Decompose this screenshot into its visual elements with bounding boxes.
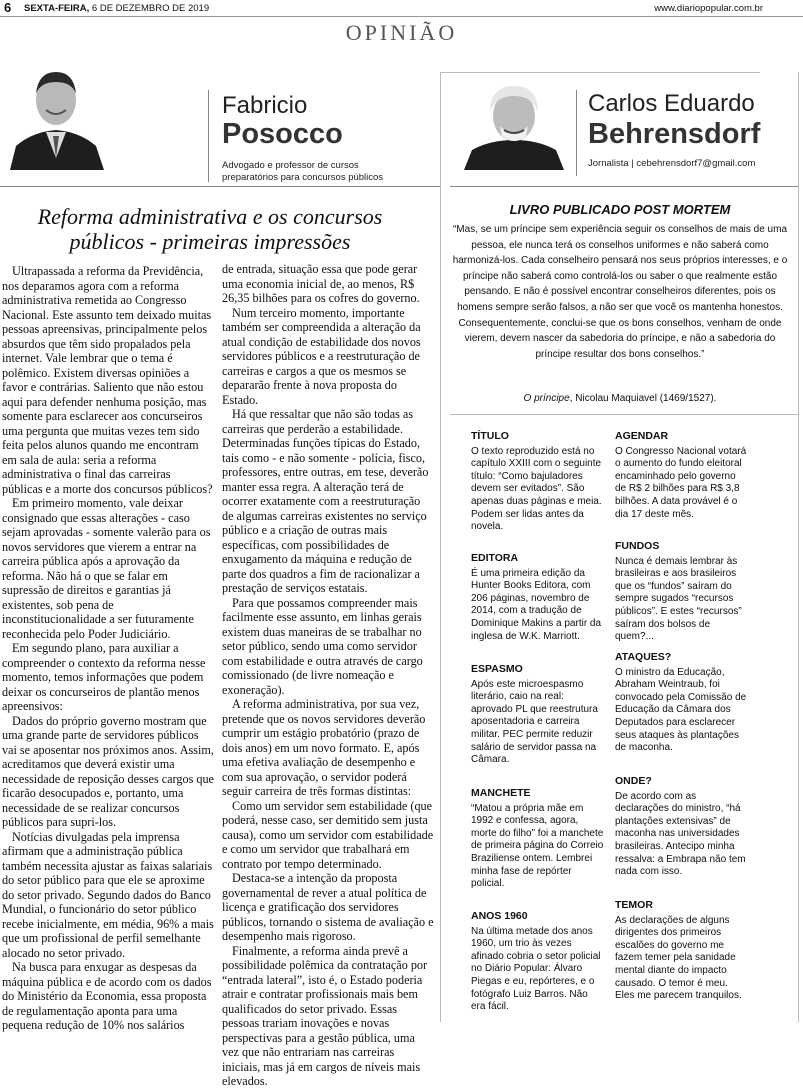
site-url: www.diariopopular.com.br [654,3,763,14]
article-paragraph: A reforma administrativa, por sua vez, pretende que os novos servidores deverão cumprir um estágio probatório (prazo de dois anos) em um novo formato. E, após uma efetiva avaliação de desempenho e com sua aprovação, o servidor poderá seguir carreira de três formas distintas: [222,697,426,798]
author1-divider [208,90,209,182]
note-text: O texto reproduzido está no capítulo XXIII com o seguinte título: “Como bajuladores devem ser evitados”. São apenas duas páginas e meia. Podem ser lidas antes da novela. [471,445,602,533]
article-paragraph: Num terceiro momento, importante também ser compreendida a alteração da atual condição de estabilidade dos novos servidores públicos e a reestruturação de carreiras e cargos a que os mesmos se depararão frente à nova proposta do Estado. [222,305,421,407]
note-heading: TEMOR [615,899,653,911]
author1-last-name: Posocco [222,118,343,150]
box-right-rule [798,72,799,1022]
note-block [471,430,604,534]
author1-role: Advogado e professor de cursos preparatórios para concursos públicos [222,160,384,183]
article-column-1 [2,264,214,1033]
note-block [471,663,604,767]
section-title: OPINIÃO [345,20,458,45]
article-paragraph: Notícias divulgadas pela imprensa afirmam que a administração pública também necessita ajustar as faixas salariais do setor público para que ele se aproxime do setor privado. Segundo dados do Banco Mundial, o funcionário do setor público recebe inicialmente, em média, 96% a mais que um profissional de perfil semelhante alocado no setor privado. [2,829,214,960]
header-rule [0,16,803,17]
quote-text: “Mas, se um príncipe sem experiência seguir os conselhos de mais de uma pessoa, ele nunca terá os conselhos uniformes e não saberá como harmonizá-los. Cada conselheiro pensará nos seus próprios interesses, e o príncipe não saberá como controlá-los ou saber o que realmente estão pensando. E não é possível encontrar conselheiros diferentes, pois os homens sempre serão falsos, a não ser que você os mantenha honestos. Consequentemente, conclui-se que os bons conselhos, venham de onde vierem, devem nascer da sabedoria do príncipe, e não a sabedoria do príncipe resultar dos bons conselhos.” [452,224,788,360]
notes-right [615,430,748,1024]
note-text: É uma primeira edição da Hunter Books Editora, com 206 páginas, novembro de 2014, com a tradução de Dominique Makins a partir da inglesa de W.K. Marriott. [471,567,602,642]
article-paragraph: de entrada, situação essa que pode gerar uma economia inicial de, ao menos, R$ 26,35 bilhões para os cofres do governo. [222,262,420,305]
note-heading: ATAQUES? [615,651,672,663]
author2-role: Jornalista | cebehrensdorf7@gmail.com [588,158,756,169]
note-text: “Matou a própria mãe em 1992 e confessa, agora, morte do filho” foi a manchete de primeira página do Correio Braziliense ontem. Lembrei minha fase de repórter policial. [471,802,604,890]
note-text: Após este microespasmo literário, caio na real: aprovado PL que reestrutura aposentadoria e carreira militar. PEC permite reduzir salário de servidor passa na Câmara. [471,678,598,766]
note-text: Na última metade dos anos 1960, um trio às vezes afinado cobria o setor policial no Diário Popular: Álvaro Piegas e eu, repórteres, e o fotógrafo Luiz Barros. Não era fácil. [471,925,601,1013]
article-paragraph: Dados do próprio governo mostram que uma grande parte de servidores públicos vai se aposentar nos próximos anos. Assim, acreditamos que deverá existir uma necessidade de reposição desses cargos que ficarão desocupados e, portanto, uma necessidade de se realizar concursos públicos para supri-los. [2,713,214,829]
date: 6 DE DEZEMBRO DE 2019 [91,3,210,14]
note-text: O ministro da Educação, Abraham Weintraub, foi convocado pela Comissão de Educação da Câmara dos Deputados para esclarecer seus ataques às plantações de maconha. [615,666,747,754]
note-heading: EDITORA [471,552,519,564]
note-heading: MANCHETE [471,787,531,799]
author2-rule [450,186,798,187]
weekday: SEXTA-FEIRA, [24,3,90,14]
note-block [615,651,748,755]
article-paragraph: Há que ressaltar que não são todas as carreiras que perderão a estabilidade. Determinadas funções típicas do Estado, tais como - e não somente - polícia, fisco, professores, entre outras, em tese, deverão manter essa regra. A alteração terá de ocorrer exatamente com a reestruturação de algumas carreiras existentes no serviço público e a criação de outras mais específicas, com possibilidades de enxugamento da máquina e redução de parte dos quadros a fim de racionalizar a prestação de serviços estatais. [222,407,429,595]
column-divider [440,72,441,1022]
author2-divider [576,90,577,176]
note-block [471,552,604,643]
article-paragraph: Para que possamos compreender mais facilmente esse assunto, em linhas gerais existem duas maneiras de se trabalhar no setor público, sendo uma como servidor com estabilidade e outra através de cargo comissionado (de livre nomeação e exoneração). [222,595,423,697]
author1-rule [0,186,440,187]
note-text: O Congresso Nacional votará o aumento do fundo eleitoral encaminhado pelo governo de R$ 2 bilhões para R$ 3,8 bilhões. A data provável é o dia 17 deste mês. [615,445,747,520]
note-heading: FUNDOS [615,540,660,552]
article-paragraph: Ultrapassada a reforma da Previdência, nos deparamos agora com a reforma administrativa remetida ao Congresso Nacional. Este assunto tem deixado muitas pessoas apreensivas, principalmente pelos absurdos que têm sido propalados pela internet. Vale lembrar que o tema é polêmico. Existem diversas opiniões a favor e contrárias. Saliento que não estou aqui para defender nenhuma posição, mas somente para esclarecer aos concurseiros uma pergunta que muitas vezes tem sido feita pelos alunos quando me encontram em sala de aula: seria a reforma administrativa o final das carreiras públicas e a morte dos concursos públicos? [2,264,213,496]
article-title: Reforma administrativa e os concursos públicos - primeiras impressões [37,204,383,254]
box-top-rule [440,72,760,73]
author1-photo [2,58,110,170]
quote-source-author: , Nicolau Maquiavel (1469/1527). [569,393,717,404]
note-block [471,787,604,891]
note-text: Nunca é demais lembrar às brasileiras e aos brasileiros que os “fundos” saíram do sempre sugados “recursos públicos”. E estes “recursos” saíram dos bolsos de quem?... [615,555,742,643]
author2-last-name: Behrensdorf [588,118,761,150]
note-text: As declarações de alguns dirigentes dos primeiros escalões do governo me fazem temer pela sanidade mental diante do impacto causado. O temor é meu. Eles me parecem tranquilos. [615,914,742,1002]
article-column-2 [222,262,434,1089]
note-block [615,540,748,644]
note-heading: AGENDAR [615,430,669,442]
article-paragraph: Em segundo plano, para auxiliar a compreender o contexto da reforma nesse momento, temos informações que podem deixar os concurseiros de plantão menos apreensivos: [2,641,206,713]
note-text: De acordo com as declarações do ministro, “há plantações extensivas” de maconha nas universidades brasileiras. Antecipo minha ressalva: a Embrapa não tem nada com isso. [615,790,746,878]
quote-source [450,393,790,404]
note-block [615,899,748,1003]
note-heading: ONDE? [615,775,652,787]
note-block [471,910,604,1014]
author2-first-name: Carlos Eduardo [588,90,755,117]
box-title: LIVRO PUBLICADO POST MORTEM [509,202,731,217]
date-line [24,3,209,14]
note-heading: ANOS 1960 [471,910,528,922]
note-heading: ESPASMO [471,663,523,675]
quote-source-work: O príncipe [523,393,570,404]
article-paragraph: Em primeiro momento, vale deixar consignado que essas alterações - caso sejam aprovadas - somente valerão para os novos servidores que vierem a entrar na carreira pública após a aprovação da reforma. Não há o que se falar em supressão de direitos e garantias já existentes, sob pena de inconstitucionalidade a ser futuramente reconhecida pelo Poder Judiciário. [2,496,211,641]
article-paragraph: Finalmente, a reforma ainda prevê a possibilidade polêmica da contratação por “entrada lateral”, isto é, o Estado poderia atrair e contratar profissionais mais bem qualificados do setor privado. Essas pessoas trariam inovações e novas perspectivas para a gestão pública, uma vez que não entrariam nas carreiras iniciais, mas já em cargos de níveis mais elevados. [222,943,428,1088]
note-block [615,775,748,879]
box-bottom-rule [450,414,798,415]
article-paragraph: Na busca para enxugar as despesas da máquina pública e de acordo com os dados do Ministério da Economia, essa proposta de regulamentação aponta para uma pequena redução de 10% nos salários [2,960,212,1032]
article-paragraph: Como um servidor sem estabilidade (que poderá, nesse caso, ser demitido sem justa causa), como um servidor com estabilidade e como um servidor que trabalhará em contrato por tempo determinado. [222,798,434,871]
note-heading: TÍTULO [471,430,509,442]
author1-first-name: Fabricio [222,92,308,119]
author2-photo [460,78,568,170]
page-number: 6 [4,0,12,15]
notes-left [471,430,604,1024]
article-paragraph: Destaca-se a intenção da proposta governamental de rever a atual política de licença e gratificação dos servidores públicos, tornando o sistema de avaliação e desempenho mais rigoroso. [222,871,434,943]
note-block [615,430,748,521]
